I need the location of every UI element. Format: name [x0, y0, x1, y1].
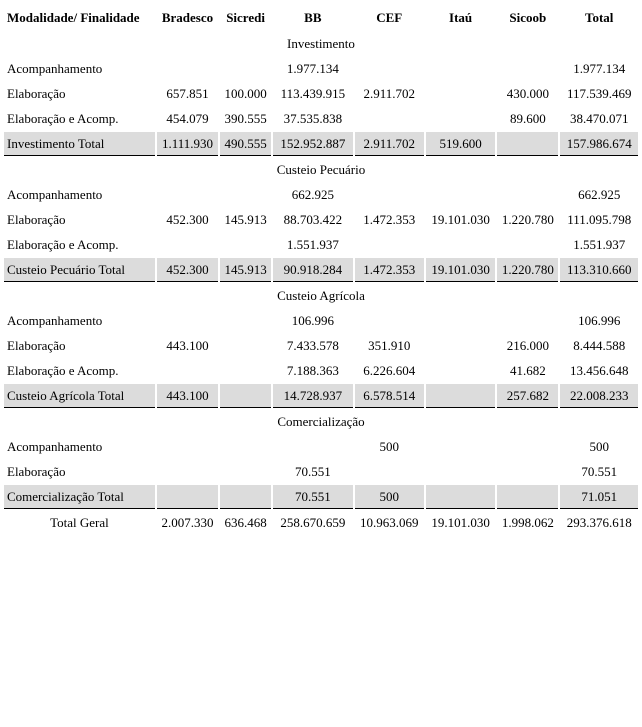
cell-value: 2.911.702: [355, 132, 424, 156]
cell-value: [426, 57, 495, 80]
cell-value: 145.913: [220, 258, 271, 282]
section-title: Investimento: [287, 35, 355, 51]
cell-value: [497, 435, 558, 458]
row-label: Acompanhamento: [7, 60, 103, 76]
cell-value: [220, 460, 271, 483]
table-row: [4, 208, 638, 231]
cell-value: 41.682: [509, 362, 546, 378]
section-title: Comercialização: [277, 413, 365, 429]
cell-value: 6.578.514: [355, 384, 424, 408]
cell-value: [426, 384, 495, 408]
cell-value: 257.682: [497, 384, 558, 408]
cell-value: 216.000: [506, 337, 549, 353]
cell-value: 152.952.887: [273, 132, 353, 156]
header-itau: Itaú: [449, 10, 473, 25]
table-row: [4, 57, 638, 80]
header-row: [4, 6, 638, 30]
cell-value: [220, 309, 271, 332]
cell-value: 443.100: [157, 384, 218, 408]
cell-value: 636.468: [224, 514, 267, 530]
row-label: Elaboração e Acomp.: [7, 362, 119, 378]
row-label: Total Geral: [50, 514, 109, 530]
cell-value: 293.376.618: [566, 514, 632, 530]
header-sicoob: Sicoob: [509, 10, 547, 25]
cell-value: [157, 233, 218, 256]
cell-value: 106.996: [291, 312, 334, 328]
cell-value: 117.539.469: [566, 85, 632, 101]
cell-value: [220, 435, 271, 458]
cell-value: [426, 435, 495, 458]
cell-value: [220, 183, 271, 206]
cell-value: 113.310.660: [560, 258, 638, 282]
cell-value: [497, 460, 558, 483]
cell-value: 1.220.780: [497, 258, 558, 282]
cell-value: 454.079: [166, 110, 209, 126]
row-label: Investimento Total: [4, 132, 155, 156]
section-total-row: [4, 384, 638, 408]
cell-value: 662.925: [578, 186, 621, 202]
row-label: Elaboração e Acomp.: [7, 110, 119, 126]
table-row: [4, 460, 638, 483]
cell-value: [220, 334, 271, 357]
cell-value: [497, 485, 558, 509]
cell-value: 1.111.930: [157, 132, 218, 156]
section-header-row: [4, 32, 638, 55]
row-label: Acompanhamento: [7, 438, 103, 454]
cell-value: 37.535.838: [283, 110, 343, 126]
cell-value: [497, 233, 558, 256]
cell-value: 7.188.363: [286, 362, 339, 378]
header-bradesco: Bradesco: [161, 10, 214, 25]
cell-value: 452.300: [157, 258, 218, 282]
cell-value: [157, 359, 218, 382]
cell-value: 90.918.284: [273, 258, 353, 282]
cell-value: 157.986.674: [560, 132, 638, 156]
cell-value: 70.551: [273, 485, 353, 509]
cell-value: [355, 107, 424, 130]
row-label: Elaboração: [7, 463, 66, 479]
cell-value: [426, 183, 495, 206]
section-header-row: [4, 158, 638, 181]
row-label: Elaboração e Acomp.: [7, 236, 119, 252]
row-label: Custeio Pecuário Total: [4, 258, 155, 282]
section-header-row: [4, 410, 638, 433]
cell-value: [157, 57, 218, 80]
cell-value: [157, 485, 218, 509]
cell-value: [497, 132, 558, 156]
cell-value: 19.101.030: [426, 258, 495, 282]
cell-value: 22.008.233: [560, 384, 638, 408]
cell-value: 71.051: [560, 485, 638, 509]
cell-value: 1.472.353: [363, 211, 416, 227]
cell-value: [220, 359, 271, 382]
cell-value: [497, 309, 558, 332]
cell-value: 1.472.353: [355, 258, 424, 282]
cell-value: [355, 460, 424, 483]
header-total: Total: [585, 10, 614, 25]
cell-value: 113.439.915: [280, 85, 346, 101]
cell-value: 89.600: [509, 110, 546, 126]
cell-value: [497, 57, 558, 80]
row-label: Elaboração: [7, 85, 66, 101]
section-header-row: [4, 284, 638, 307]
cell-value: 70.551: [294, 463, 331, 479]
cell-value: [157, 435, 218, 458]
cell-value: [426, 107, 495, 130]
cell-value: 106.996: [578, 312, 621, 328]
cell-value: 1.220.780: [501, 211, 554, 227]
cell-value: [355, 233, 424, 256]
cell-value: 500: [379, 438, 399, 454]
grand-total-row: [4, 511, 638, 534]
cell-value: 145.913: [224, 211, 267, 227]
table-row: [4, 359, 638, 382]
section-title: Custeio Pecuário: [276, 161, 366, 177]
table-row: [4, 82, 638, 105]
cell-value: 88.703.422: [283, 211, 343, 227]
header-bb: BB: [304, 10, 322, 25]
cell-value: [497, 183, 558, 206]
cell-value: [426, 334, 495, 357]
cell-value: 38.470.071: [569, 110, 629, 126]
table-row: [4, 334, 638, 357]
cell-value: [355, 309, 424, 332]
cell-value: [426, 359, 495, 382]
table-row: [4, 107, 638, 130]
cell-value: 1.977.134: [573, 60, 626, 76]
cell-value: [157, 460, 218, 483]
table-row: [4, 233, 638, 256]
cell-value: 7.433.578: [286, 337, 339, 353]
cell-value: 1.998.062: [501, 514, 554, 530]
section-total-row: [4, 485, 638, 509]
header-sicredi: Sicredi: [226, 10, 265, 25]
cell-value: 14.728.937: [273, 384, 353, 408]
cell-value: [426, 460, 495, 483]
table-body: [4, 32, 638, 534]
section-title: Custeio Agrícola: [277, 287, 365, 303]
cell-value: 111.095.798: [567, 211, 632, 227]
cell-value: [273, 435, 353, 458]
cell-value: 258.670.659: [280, 514, 346, 530]
cell-value: [355, 57, 424, 80]
cell-value: 1.551.937: [573, 236, 626, 252]
row-label: Custeio Agrícola Total: [4, 384, 155, 408]
cell-value: 490.555: [220, 132, 271, 156]
cell-value: 500: [355, 485, 424, 509]
cell-value: 1.977.134: [286, 60, 339, 76]
row-label: Comercialização Total: [4, 485, 155, 509]
cell-value: 657.851: [166, 85, 209, 101]
cell-value: [426, 82, 495, 105]
cell-value: 500: [589, 438, 609, 454]
table-row: [4, 435, 638, 458]
cell-value: 6.226.604: [363, 362, 416, 378]
financing-table: [2, 4, 640, 536]
cell-value: 452.300: [166, 211, 209, 227]
cell-value: [220, 57, 271, 80]
header-modalidade: Modalidade/ Finalidade: [7, 10, 140, 25]
row-label: Elaboração: [7, 211, 66, 227]
table-row: [4, 183, 638, 206]
header-cef: CEF: [376, 10, 403, 25]
cell-value: [426, 485, 495, 509]
cell-value: 390.555: [224, 110, 267, 126]
cell-value: 662.925: [291, 186, 334, 202]
cell-value: [220, 384, 271, 408]
cell-value: 2.911.702: [363, 85, 416, 101]
table-row: [4, 309, 638, 332]
row-label: Acompanhamento: [7, 186, 103, 202]
cell-value: 430.000: [506, 85, 549, 101]
cell-value: 1.551.937: [286, 236, 339, 252]
cell-value: 19.101.030: [431, 514, 490, 530]
row-label: Elaboração: [7, 337, 66, 353]
cell-value: [220, 485, 271, 509]
cell-value: [426, 309, 495, 332]
cell-value: 70.551: [581, 463, 618, 479]
cell-value: 8.444.588: [573, 337, 626, 353]
cell-value: 351.910: [368, 337, 411, 353]
cell-value: [426, 233, 495, 256]
cell-value: [157, 309, 218, 332]
cell-value: 10.963.069: [360, 514, 419, 530]
cell-value: [220, 233, 271, 256]
cell-value: [355, 183, 424, 206]
section-total-row: [4, 132, 638, 156]
cell-value: 519.600: [426, 132, 495, 156]
cell-value: 100.000: [224, 85, 267, 101]
row-label: Acompanhamento: [7, 312, 103, 328]
cell-value: [157, 183, 218, 206]
section-total-row: [4, 258, 638, 282]
cell-value: 443.100: [166, 337, 209, 353]
cell-value: 2.007.330: [161, 514, 214, 530]
cell-value: 19.101.030: [431, 211, 490, 227]
cell-value: 13.456.648: [569, 362, 629, 378]
